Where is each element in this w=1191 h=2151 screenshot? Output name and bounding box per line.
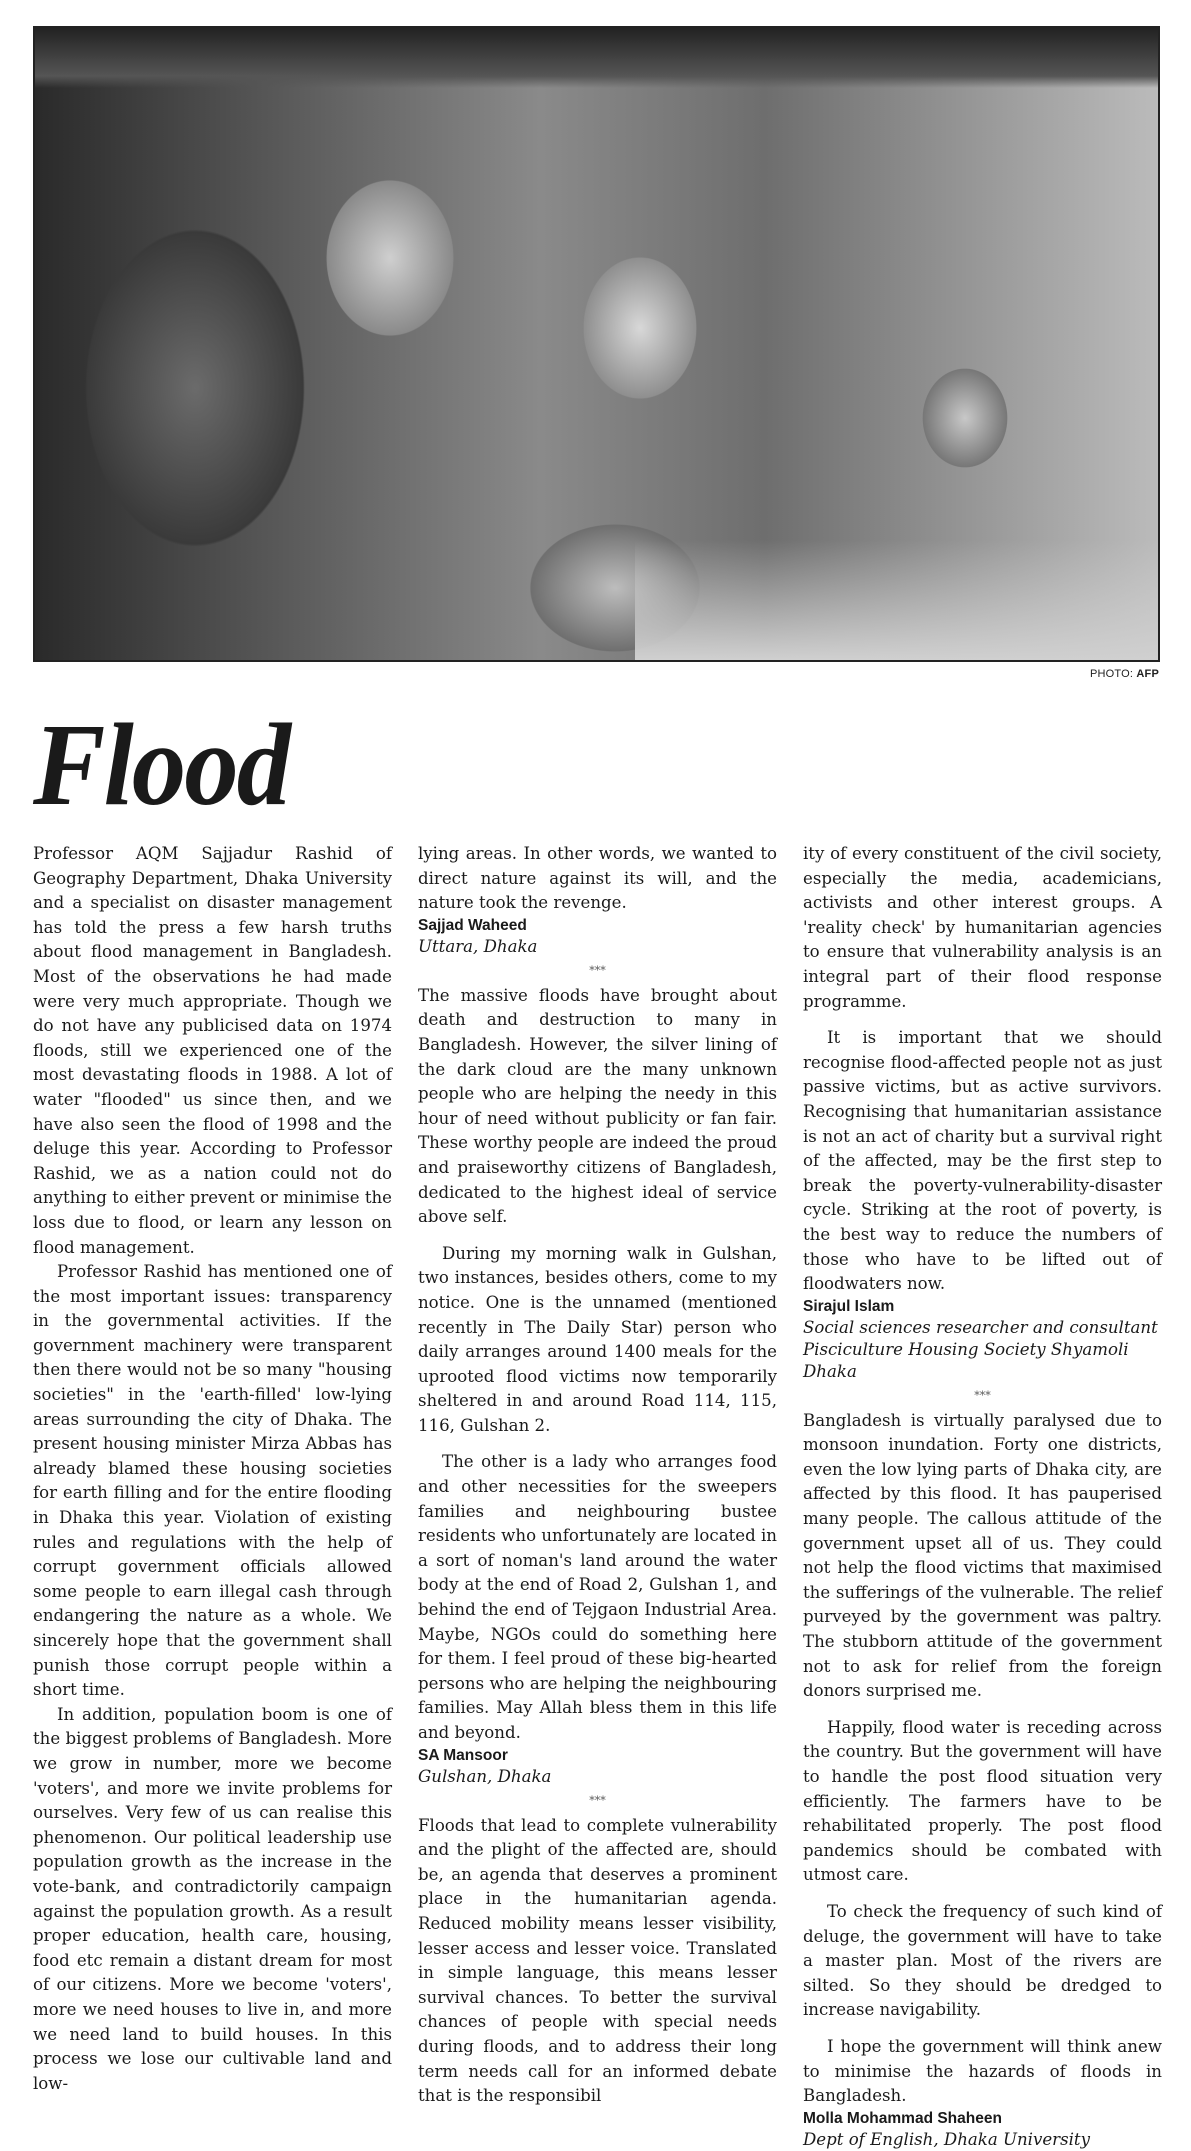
author-location: Uttara, Dhaka xyxy=(418,936,538,956)
separator: *** xyxy=(589,1793,606,1807)
column-2 xyxy=(418,842,777,2109)
paragraph: To check the frequency of such kind of deluge, the government will have to take a master plan. Most of the rivers are silted. So they should be dredged to increase navigability. xyxy=(803,1901,1162,2020)
author-location: Gulshan, Dhaka xyxy=(418,1766,552,1786)
column-1 xyxy=(33,842,392,2096)
headline: Flood xyxy=(33,699,290,830)
author-location: Dept of English, Dhaka University xyxy=(803,2129,1090,2149)
author-name: SA Mansoor xyxy=(418,1746,508,1764)
photo-credit: PHOTO: AFP xyxy=(1089,668,1159,680)
paragraph: Floods that lead to complete vulnerability and the plight of the affected are, should be, an agenda that deserves a prominent place in the humanitarian agenda. Reduced mobility means lesser visibility, lesser access and lesser voice. Translated in simple language, this means lesser survival chances. To better the survival chances of people with special needs during floods, and to address their long term needs call for an informed debate that is the responsibil xyxy=(418,1815,777,2106)
paragraph: The massive floods have brought about death and destruction to many in Bangladesh. However, the silver lining of the dark cloud are the many unknown people who are helping the needy in this hour of need without publicity or fan fair. These worthy people are indeed the proud and praiseworthy citizens of Bangladesh, dedicated to the highest ideal of service above self. xyxy=(418,985,777,1227)
column-3 xyxy=(803,842,1162,2151)
paragraph: Professor AQM Sajjadur Rashid of Geography Department, Dhaka University and a specialist on disaster management has told the press a few harsh truths about flood management in Bangladesh. Most of the observations he had made were very much appropriate. Though we do not have any publicised data on 1974 floods, still we experienced one of the most devastating floods in 1988. A lot of water "flooded" us since then, and we have also seen the flood of 1998 and the deluge this year. According to Professor Rashid, we as a nation could not do anything to either prevent or minimise the loss due to flood, or learn any lesson on flood management. xyxy=(33,844,392,1257)
paragraph: Happily, flood water is receding across the country. But the government will have to handle the post flood situation very efficiently. The farmers have to be rehabilitated properly. The post flood pandemics should be combated with utmost care. xyxy=(803,1717,1162,1885)
separator: *** xyxy=(974,1388,991,1402)
author-name: Sirajul Islam xyxy=(803,1297,895,1315)
separator: *** xyxy=(589,963,606,977)
author-name: Sajjad Waheed xyxy=(418,916,527,934)
paragraph: Bangladesh is virtually paralysed due to monsoon inundation. Forty one districts, even the low lying parts of Dhaka city, are affected by this flood. It has pauperised many people. The callous attitude of the government upset all of us. They could not help the flood victims that maximised the sufferings of the vulnerable. The relief purveyed by the government was paltry. The stubborn attitude of the government not to ask for relief from the foreign donors surprised me. xyxy=(803,1410,1162,1701)
paragraph: I hope the government will think anew to minimise the hazards of floods in Bangladesh. xyxy=(803,2036,1162,2106)
paragraph: Professor Rashid has mentioned one of the most important issues: transparency in the governmental activities. If the government machinery were transparent then there would not be so many "housing societies" in the 'earth-filled' low-lying areas surrounding the city of Dhaka. The present housing minister Mirza Abbas has already blamed these housing societies for earth filling and for the entire flooding in Dhaka this year. Violation of existing rules and regulations with the help of corrupt government officials allowed some people to earn illegal cash through endangering the nature as a whole. We sincerely hope that the government shall punish those corrupt people within a short time. xyxy=(33,1262,392,1700)
flood-victims-photo xyxy=(33,26,1160,662)
paragraph: In addition, population boom is one of the biggest problems of Bangladesh. More we grow in number, more we become 'voters', and more we invite problems for ourselves. Very few of us can realise this phenomenon. Our political leadership use population growth as the increase in the vote-bank, and contradictorily campaign against the population growth. As a result proper education, health care, housing, food etc remain a distant dream for most of our citizens. More we become 'voters', more we need houses to live in, and more we need land to build houses. In this process we lose our cultivable land and low- xyxy=(33,1704,392,2093)
paragraph: It is important that we should recognise flood-affected people not as just passive victims, but as active survivors. Recognising that humanitarian assistance is not an act of charity but a survival right of the affected, may be the first step to break the poverty-vulnerability-disaster cycle. Striking at the root of poverty, is the best way to reduce the numbers of those who have to be lifted out of floodwaters now. xyxy=(803,1028,1162,1294)
paragraph: The other is a lady who arranges food and other necessities for the sweepers families and neighbouring bustee residents who unfortunately are located in a sort of noman's land around the water body at the end of Road 2, Gulshan 1, and behind the end of Tejgaon Industrial Area. Maybe, NGOs could do something here for them. I feel proud of these big-hearted persons who are helping the neighbouring families. May Allah bless them in this life and beyond. xyxy=(418,1452,777,1742)
paragraph: During my morning walk in Gulshan, two instances, besides others, come to my notice. One is the unnamed (mentioned recently in The Daily Star) person who daily arranges around 1400 meals for the uprooted flood victims now temporarily sheltered in and around Road 114, 115, 116, Gulshan 2. xyxy=(418,1243,777,1435)
paragraph-continued: ity of every constituent of the civil society, especially the media, academicians, activists and other interest groups. A 'reality check' by humanitarian agencies to ensure that vulnerability analysis is an integral part of their flood response programme. xyxy=(803,844,1162,1011)
author-location: Social sciences researcher and consultant Pisciculture Housing Society Shyamoli Dhaka xyxy=(803,1317,1158,1381)
author-name: Molla Mohammad Shaheen xyxy=(803,2109,1002,2127)
paragraph-continued: lying areas. In other words, we wanted to direct nature against its will, and the nature took the revenge. xyxy=(418,844,777,913)
